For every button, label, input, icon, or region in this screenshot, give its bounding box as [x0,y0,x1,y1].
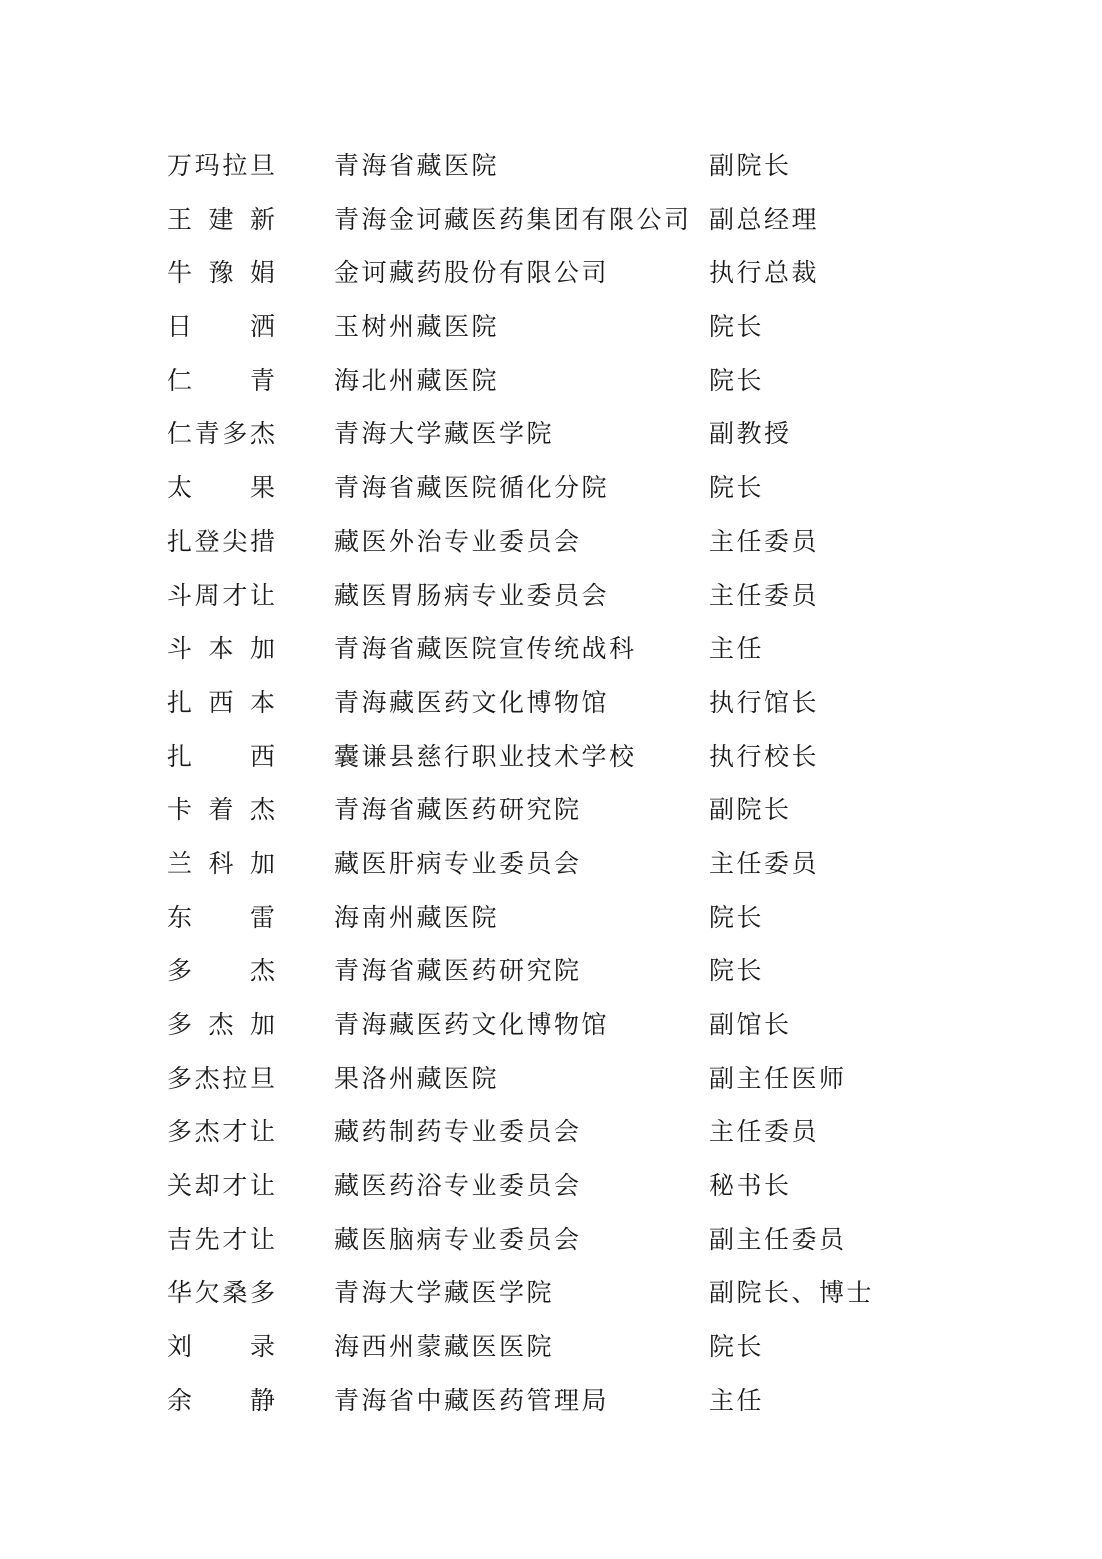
member-position: 院长 [709,956,765,986]
roster-row [167,1213,1047,1267]
member-name: 兰 科 加 [167,848,275,878]
member-organization: 青海省藏医药研究院 [334,956,582,986]
member-organization: 藏医外治专业委员会 [334,526,582,556]
member-position: 院长 [709,902,765,932]
member-organization: 海北州藏医院 [334,365,500,395]
member-organization: 海西州蒙藏医医院 [334,1332,555,1362]
member-position: 院长 [709,365,765,395]
member-organization: 藏药制药专业委员会 [334,1117,582,1147]
roster-row [167,837,1047,891]
member-name: 多 杰 加 [167,1010,275,1039]
member-position: 主任委员 [709,580,820,610]
member-organization: 青海省中藏医药管理局 [334,1385,610,1415]
member-organization: 囊谦县慈行职业技术学校 [334,741,637,771]
member-organization: 金诃藏药股份有限公司 [334,258,610,288]
member-organization: 玉树州藏医院 [334,312,500,342]
member-organization: 藏医脑病专业委员会 [334,1224,582,1254]
roster-row [167,193,1047,247]
roster-row [167,1105,1047,1159]
roster-row [167,783,1047,837]
roster-row [167,515,1047,569]
roster-row [167,730,1047,784]
roster-list [167,139,1047,1428]
member-name: 王 建 新 [167,204,275,234]
member-name: 卡 着 杰 [167,795,275,825]
roster-row [167,246,1047,300]
roster-row [167,139,1047,193]
member-position: 副教授 [709,419,792,449]
member-position: 院长 [709,473,765,503]
member-name: 日 洒 [167,312,275,342]
member-organization: 青海省藏医院 [334,151,500,180]
member-organization: 青海藏医药文化博物馆 [334,687,610,717]
member-name: 斗 本 加 [167,634,275,664]
roster-row [167,354,1047,408]
member-organization: 青海金诃藏医药集团有限公司 [334,204,692,234]
member-organization: 青海大学藏医学院 [334,419,555,449]
member-organization: 青海大学藏医学院 [334,1278,555,1308]
roster-row [167,676,1047,730]
roster-row [167,407,1047,461]
member-position: 执行馆长 [709,687,820,717]
member-position: 副总经理 [709,204,820,234]
roster-row [167,944,1047,998]
member-name: 东 雷 [167,902,275,932]
member-name: 吉 先 才 让 [167,1224,275,1254]
roster-row [167,1052,1047,1106]
member-organization: 青海省藏医院宣传统战科 [334,634,637,664]
member-position: 主任委员 [709,1117,820,1147]
member-name: 华 欠 桑 多 [167,1278,275,1308]
member-organization: 青海藏医药文化博物馆 [334,1010,610,1039]
member-organization: 果洛州藏医院 [334,1063,500,1093]
member-organization: 藏医胃肠病专业委员会 [334,580,610,610]
member-position: 院长 [709,312,765,342]
member-position: 副主任医师 [709,1063,847,1093]
member-position: 执行校长 [709,741,820,771]
member-name: 多 杰 拉 旦 [167,1063,275,1093]
member-name: 多 杰 才 让 [167,1117,275,1147]
roster-row [167,998,1047,1052]
member-position: 副主任委员 [709,1224,847,1254]
member-name: 扎 西 本 [167,687,275,717]
member-organization: 海南州藏医院 [334,902,500,932]
member-organization: 青海省藏医院循化分院 [334,473,610,503]
member-name: 余 静 [167,1385,275,1415]
member-organization: 藏医肝病专业委员会 [334,848,582,878]
member-position: 执行总裁 [709,258,820,288]
roster-row [167,891,1047,945]
member-name: 扎 登 尖 措 [167,526,275,556]
member-position: 秘书长 [709,1171,792,1201]
member-position: 副馆长 [709,1010,792,1039]
member-position: 副院长、博士 [709,1278,875,1308]
member-name: 仁 青 [167,365,275,395]
roster-row [167,300,1047,354]
member-organization: 青海省藏医药研究院 [334,795,582,825]
member-position: 主任 [709,1385,765,1415]
member-name: 太 果 [167,473,275,503]
member-position: 院长 [709,1332,765,1362]
member-position: 主任委员 [709,848,820,878]
member-name: 扎 西 [167,741,275,771]
roster-row [167,1266,1047,1320]
member-position: 主任委员 [709,526,820,556]
member-position: 副院长 [709,795,792,825]
roster-row [167,569,1047,623]
member-name: 多 杰 [167,956,275,986]
member-position: 副院长 [709,151,792,180]
member-name: 万 玛 拉 旦 [167,151,275,180]
member-organization: 藏医药浴专业委员会 [334,1171,582,1201]
roster-row [167,1320,1047,1374]
member-name: 关 却 才 让 [167,1171,275,1201]
roster-row [167,622,1047,676]
roster-row [167,461,1047,515]
member-name: 牛 豫 娟 [167,258,275,288]
member-name: 仁 青 多 杰 [167,419,275,449]
member-name: 刘 录 [167,1332,275,1362]
member-position: 主任 [709,634,765,664]
roster-row [167,1374,1047,1428]
roster-row [167,1159,1047,1213]
member-name: 斗 周 才 让 [167,580,275,610]
